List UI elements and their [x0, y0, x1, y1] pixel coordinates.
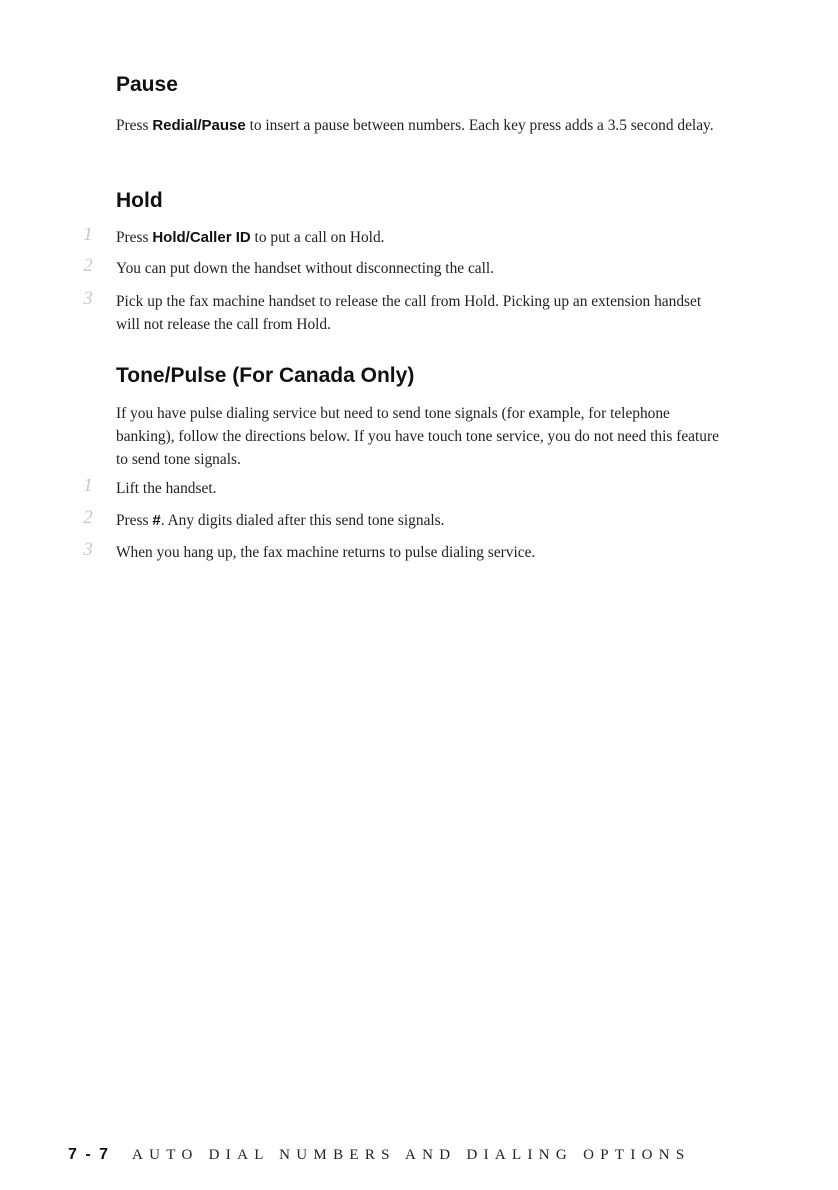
- step-number: 1: [83, 224, 93, 245]
- page-number: 7 - 7: [68, 1146, 111, 1163]
- step-text-post: to put a call on Hold.: [250, 229, 385, 246]
- tone-step-3: [0, 541, 760, 564]
- hold-step-2: [0, 257, 760, 280]
- tone-step-2: [0, 509, 760, 532]
- section-heading-hold: Hold: [116, 189, 163, 212]
- step-number: 1: [83, 475, 93, 496]
- step-text-post: . Any digits dialed after this send tone signals.: [160, 512, 445, 529]
- tone-step-1: [0, 477, 760, 500]
- pause-paragraph-post: to insert a pause between numbers. Each key press adds a 3.5 second delay.: [245, 117, 714, 134]
- redial-pause-key-label: Redial/Pause: [152, 117, 246, 134]
- pause-paragraph: [116, 114, 726, 137]
- tone-pulse-intro: If you have pulse dialing service but need to send tone signals (for example, for telephone banking), follow the directions below. If you have touch tone service, you do not need this feature to send tone signals.: [116, 405, 719, 468]
- step-text-pre: Press: [116, 512, 153, 529]
- step-text: You can put down the handset without disconnecting the call.: [116, 260, 495, 277]
- hold-step-1: [0, 226, 760, 249]
- step-number: 3: [83, 288, 93, 309]
- hash-key-label: #: [152, 512, 161, 529]
- step-number: 2: [83, 255, 93, 276]
- pause-paragraph-pre: Press: [116, 117, 153, 134]
- section-heading-pause: Pause: [116, 73, 178, 96]
- step-text: Pick up the fax machine handset to release the call from Hold. Picking up an extension handset will not release the call from Hold.: [116, 293, 702, 333]
- hold-caller-id-key-label: Hold/Caller ID: [152, 229, 251, 246]
- step-number: 3: [83, 539, 93, 560]
- hold-step-3: [0, 288, 760, 333]
- page-footer: [68, 1146, 691, 1164]
- section-heading-tone-pulse: Tone/Pulse (For Canada Only): [116, 364, 415, 387]
- chapter-title: AUTO DIAL NUMBERS AND DIALING OPTIONS: [132, 1147, 691, 1163]
- step-text: [116, 226, 726, 249]
- step-number: 2: [83, 507, 93, 528]
- step-text: Lift the handset.: [116, 480, 217, 497]
- step-text: [116, 509, 726, 532]
- step-text-pre: Press: [116, 229, 153, 246]
- step-text: When you hang up, the fax machine returns to pulse dialing service.: [116, 544, 536, 561]
